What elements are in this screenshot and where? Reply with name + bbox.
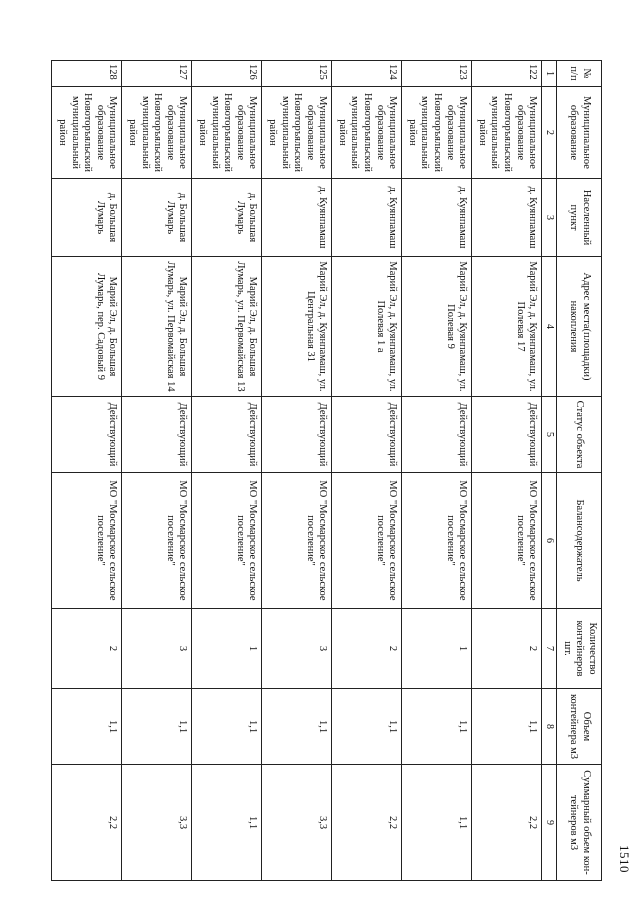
total-volume-cell: 1,1 xyxy=(192,765,262,881)
column-number: 3 xyxy=(542,179,557,257)
municipality-line: муниципальный xyxy=(209,95,221,170)
municipality-line: муниципальный xyxy=(69,95,81,170)
container-count-cell: 3 xyxy=(262,609,332,689)
page-number: 1510 xyxy=(617,845,632,873)
column-number: 5 xyxy=(542,397,557,473)
row-number-cell: 124 xyxy=(332,61,402,87)
column-number: 9 xyxy=(542,765,557,881)
status-cell: Действующий xyxy=(52,397,122,473)
municipality-cell xyxy=(262,87,332,179)
address-cell: Марий Эл, д. Куянпамаш, ул. Центральная 31 xyxy=(262,257,332,397)
municipality-line: муниципальный xyxy=(139,95,151,170)
holder-cell: МО "Мосмарское сельское поселение" xyxy=(332,473,402,609)
table-row xyxy=(402,61,472,881)
header-cell: Количество контейнеров шт. xyxy=(557,609,602,689)
header-cell: № п/п xyxy=(557,61,602,87)
settlement-cell: д. Куянпамаш xyxy=(262,179,332,257)
holder-cell: МО "Мосмарское сельское поселение" xyxy=(262,473,332,609)
holder-cell: МО "Мосмарское сельское поселение" xyxy=(402,473,472,609)
municipality-line: район xyxy=(57,119,69,146)
container-volume-cell: 1,1 xyxy=(332,689,402,765)
container-volume-cell: 1,1 xyxy=(52,689,122,765)
header-cell: Населенный пункт xyxy=(557,179,602,257)
row-number-cell: 126 xyxy=(192,61,262,87)
municipality-line: образование xyxy=(514,104,526,161)
municipality-cell xyxy=(332,87,402,179)
municipality-cell xyxy=(52,87,122,179)
status-cell: Действующий xyxy=(192,397,262,473)
column-number: 8 xyxy=(542,689,557,765)
status-cell: Действующий xyxy=(332,397,402,473)
address-cell: Марий Эл, д. Большая Лумарь, ул. Первомайская 14 xyxy=(122,257,192,397)
municipality-line: муниципальный xyxy=(349,95,361,170)
column-number: 2 xyxy=(542,87,557,179)
container-volume-cell: 1,1 xyxy=(192,689,262,765)
settlement-cell: д. Куянпамаш xyxy=(402,179,472,257)
header-cell: Объем контейнера м3 xyxy=(557,689,602,765)
holder-cell: МО "Мосмарское сельское поселение" xyxy=(192,473,262,609)
municipality-line: образование xyxy=(304,104,316,161)
municipality-line: Новоторъяльский xyxy=(222,92,234,173)
status-cell: Действующий xyxy=(472,397,542,473)
municipality-line: Муниципальное xyxy=(247,96,259,169)
header-row xyxy=(557,61,602,881)
table-row xyxy=(122,61,192,881)
municipality-line: район xyxy=(476,119,488,146)
municipality-line: образование xyxy=(164,104,176,161)
container-count-cell: 2 xyxy=(472,609,542,689)
container-volume-cell: 1,1 xyxy=(122,689,192,765)
holder-cell: МО "Мосмарское сельское поселение" xyxy=(52,473,122,609)
municipality-line: Новоторъяльский xyxy=(502,92,514,173)
total-volume-cell: 2,2 xyxy=(472,765,542,881)
header-cell: Балансодержатель xyxy=(557,473,602,609)
row-number-cell: 122 xyxy=(472,61,542,87)
container-count-cell: 2 xyxy=(332,609,402,689)
total-volume-cell: 3,3 xyxy=(122,765,192,881)
column-number: 7 xyxy=(542,609,557,689)
address-cell: Марий Эл, д. Куянпамаш, ул. Полевая 1 а xyxy=(332,257,402,397)
municipality-line: Муниципальное xyxy=(527,96,539,169)
container-volume-cell: 1,1 xyxy=(402,689,472,765)
settlement-cell: д. Куянпамаш xyxy=(472,179,542,257)
municipality-line: район xyxy=(127,119,138,146)
municipality-line: Муниципальное xyxy=(177,96,189,169)
address-cell: Марий Эл, д. Куянпамаш, ул. Полевая 9 xyxy=(402,257,472,397)
municipality-line: муниципальный xyxy=(279,95,291,170)
container-volume-cell: 1,1 xyxy=(472,689,542,765)
column-number: 6 xyxy=(542,473,557,609)
municipality-line: образование xyxy=(234,104,246,161)
settlement-cell: д. Большая Лумарь xyxy=(52,179,122,257)
container-volume-cell: 1,1 xyxy=(262,689,332,765)
header-cell: Статус объекта xyxy=(557,397,602,473)
municipality-line: муниципальный xyxy=(489,95,501,170)
municipality-cell xyxy=(192,87,262,179)
settlement-cell: д. Большая Лумарь xyxy=(192,179,262,257)
table-row xyxy=(262,61,332,881)
municipality-line: Муниципальное xyxy=(107,96,119,169)
settlement-cell: д. Большая Лумарь xyxy=(122,179,192,257)
municipality-cell xyxy=(122,87,192,179)
municipality-line: образование xyxy=(444,104,456,161)
total-volume-cell: 1,1 xyxy=(402,765,472,881)
municipality-line: район xyxy=(336,119,348,146)
municipality-line: Муниципальное xyxy=(457,96,469,169)
container-count-cell: 1 xyxy=(192,609,262,689)
container-count-cell: 1 xyxy=(402,609,472,689)
container-count-cell: 2 xyxy=(52,609,122,689)
municipality-line: Новоторъяльский xyxy=(432,92,444,173)
municipality-cell xyxy=(472,87,542,179)
municipality-line: образование xyxy=(374,104,386,161)
municipality-line: район xyxy=(266,119,278,146)
municipality-line: район xyxy=(406,119,418,146)
municipality-line: Муниципальное xyxy=(317,96,329,169)
column-number: 4 xyxy=(542,257,557,397)
address-cell: Марий Эл, д. Куянпамаш, ул. Полевая 17 xyxy=(472,257,542,397)
total-volume-cell: 2,2 xyxy=(52,765,122,881)
address-cell: Марий Эл, д. Большая Лумарь, ул. Первомайская 13 xyxy=(192,257,262,397)
table-row xyxy=(332,61,402,881)
municipality-cell xyxy=(402,87,472,179)
address-cell: Марий Эл, д. Большая Лумарь, пер. Садовый 9 xyxy=(52,257,122,397)
municipality-line: муниципальный xyxy=(419,95,431,170)
table-row xyxy=(472,61,542,881)
container-count-cell: 3 xyxy=(122,609,192,689)
municipality-line: Новоторъяльский xyxy=(152,92,164,173)
row-number-cell: 128 xyxy=(52,61,122,87)
row-number-cell: 125 xyxy=(262,61,332,87)
header-cell: Муниципальное образование xyxy=(557,87,602,179)
table-row xyxy=(192,61,262,881)
holder-cell: МО "Мосмарское сельское поселение" xyxy=(122,473,192,609)
municipality-line: Муниципальное xyxy=(387,96,399,169)
header-cell: Адрес места(площадки) накопления xyxy=(557,257,602,397)
settlement-cell: д. Куянпамаш xyxy=(332,179,402,257)
status-cell: Действующий xyxy=(122,397,192,473)
municipality-line: Новоторъяльский xyxy=(362,92,374,173)
column-number-row xyxy=(542,61,557,881)
row-number-cell: 123 xyxy=(402,61,472,87)
table-row xyxy=(52,61,122,881)
municipality-line: район xyxy=(196,119,208,146)
status-cell: Действующий xyxy=(262,397,332,473)
total-volume-cell: 2,2 xyxy=(332,765,402,881)
header-cell: Суммарный объем кон-тейнеров м3 xyxy=(557,765,602,881)
municipality-line: Новоторъяльский xyxy=(82,92,94,173)
row-number-cell: 127 xyxy=(122,61,192,87)
municipality-line: образование xyxy=(94,104,106,161)
waste-site-registry-table xyxy=(51,60,602,881)
total-volume-cell: 3,3 xyxy=(262,765,332,881)
status-cell: Действующий xyxy=(402,397,472,473)
municipality-line: Новоторъяльский xyxy=(292,92,304,173)
holder-cell: МО "Мосмарское сельское поселение" xyxy=(472,473,542,609)
column-number: 1 xyxy=(542,61,557,87)
